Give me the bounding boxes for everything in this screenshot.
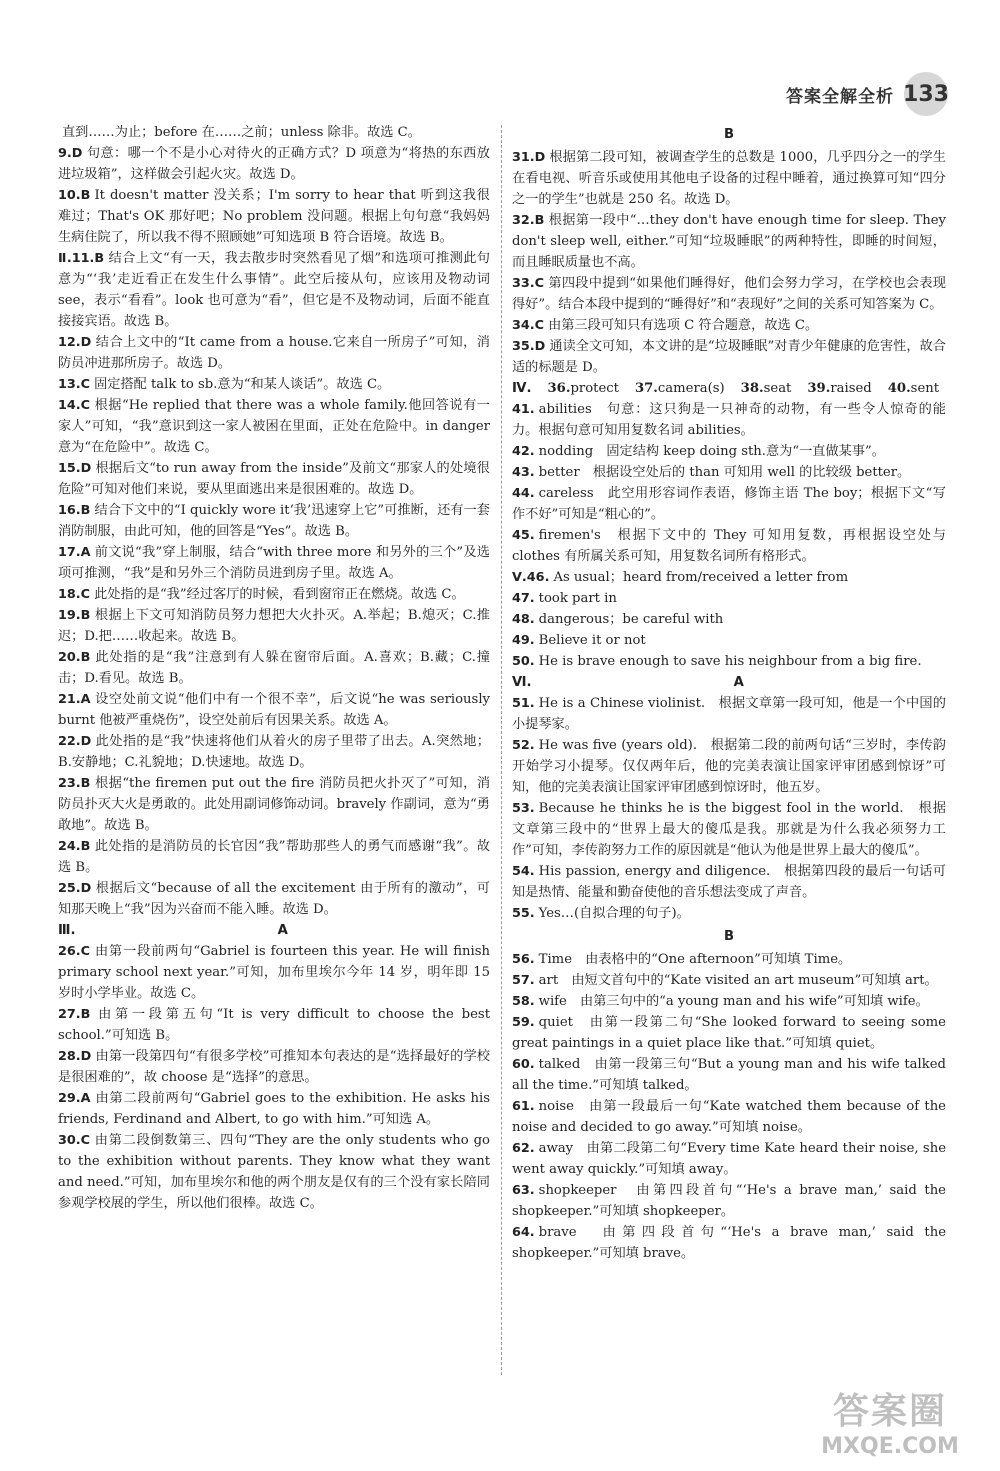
- question-number: 60.: [512, 1057, 535, 1072]
- question-number: 55.: [512, 906, 535, 921]
- question-number: 56.: [512, 952, 535, 967]
- answer-entry: [58, 332, 490, 374]
- answer-explanation: quiet 由第一段第二句“She looked forward to seeing some great paintings in a quiet place like that.”可知填 quiet。: [512, 1015, 946, 1051]
- answer-entry: [512, 1222, 946, 1264]
- answer-word: protect: [570, 381, 619, 396]
- answer-entry: [512, 315, 946, 336]
- page-header: [786, 72, 948, 116]
- question-number: 27.B: [58, 1007, 91, 1022]
- answer-entry: [512, 210, 946, 273]
- question-number: 21.A: [58, 692, 91, 707]
- answer-explanation: 根据“the firemen put out the fire 消防员把火扑灭了”可知，消防员扑灭大火是勇敢的。此处用副词修饰动词。bravely 作副词，意为“勇敢地”。故选 B。: [58, 776, 490, 833]
- question-number: 14.C: [58, 398, 91, 413]
- question-number: 38.: [740, 381, 764, 396]
- answer-explanation: 句意：哪一个不是小心对待火的正确方式？D 项意为“将热的东西放进垃圾箱”，这样做会引起火灾。故选 D。: [58, 146, 490, 182]
- section-numeral: Ⅵ.: [512, 675, 532, 690]
- answer-explanation: 此处指的是“我”经过客厅的时候，看到窗帘正在燃烧。故选 C。: [94, 587, 465, 602]
- answer-explanation: 由第二段倒数第三、四句“They are the only students who go to the exhibition without parents. They know what they want and need.”可知，加布里埃尔和他的两个朋友是仅有的三个没有家长陪同参观学校展的学生，所以他们很棒。故选 C。: [58, 1133, 490, 1211]
- answer-explanation: 第四段中提到“如果他们睡得好，他们会努力学习，在学校也会表现得好”。结合本段中提到的“睡得好”和“表现好”之间的关系可知答案为 C。: [512, 276, 946, 312]
- answer-entry: [58, 689, 490, 731]
- answer-explanation: As usual；heard from/received a letter from: [553, 570, 849, 585]
- answer-entry: [512, 949, 946, 970]
- question-number: 30.C: [58, 1133, 91, 1148]
- section-label: A: [733, 675, 744, 690]
- answer-explanation: Because he thinks he is the biggest fool in the world. 根据文章第三段中的“世界上最大的傻瓜是我。那就是为什么我必须努力工作”可知，李传韵努力工作的原因就是“他认为他是世界上最大的傻瓜”。: [512, 801, 946, 858]
- answer-entry: [512, 1138, 946, 1180]
- answer-explanation: brave 由第四段首句“‘He's a brave man,’ said the shopkeeper.”可知填 brave。: [512, 1225, 946, 1261]
- answer-entry: [512, 798, 946, 861]
- answer-entry: [512, 147, 946, 210]
- answer-word: camera(s): [657, 381, 725, 396]
- answer-entry: [58, 1130, 490, 1214]
- question-number: 29.A: [58, 1091, 91, 1106]
- answer-explanation: 设空处前文说“他们中有一个很不幸”，后文说“he was seriously burnt 他被严重烧伤”，设空处前后有因果关系。故选 A。: [58, 692, 490, 728]
- question-number: 26.C: [58, 944, 91, 959]
- answer-explanation: Time 由表格中的“One afternoon”可知填 Time。: [538, 952, 852, 967]
- answer-explanation: nodding 固定结构 keep doing sth.意为“一直做某事”。: [538, 444, 885, 459]
- answer-entry: [512, 609, 946, 630]
- question-number: 58.: [512, 994, 535, 1009]
- question-number: 52.: [512, 738, 535, 753]
- question-number: 39.: [807, 381, 831, 396]
- section-numeral: Ⅲ.: [58, 923, 76, 938]
- answer-entry: [58, 185, 490, 248]
- answer-entry: [512, 273, 946, 315]
- answer-entry: [512, 991, 946, 1012]
- answer-explanation: shopkeeper 由第四段首句“‘He's a brave man,’ said the shopkeeper.”可知填 shopkeeper。: [512, 1183, 946, 1219]
- question-number: 64.: [512, 1225, 535, 1240]
- question-number: 41.: [512, 402, 535, 417]
- question-number: 47.: [512, 591, 535, 606]
- question-number: 28.D: [58, 1049, 92, 1064]
- answer-entry: [512, 1096, 946, 1138]
- question-number: 18.C: [58, 587, 91, 602]
- question-number: 13.C: [58, 377, 91, 392]
- answer-explanation: wife 由第三句中的“a young man and his wife”可知填 wife。: [538, 994, 929, 1009]
- question-number: 10.B: [58, 188, 91, 203]
- answer-explanation: 根据后文“because of all the excitement 由于所有的激动”，可知那天晚上“我”因为兴奋而不能入睡。故选 D。: [58, 881, 490, 917]
- answer-entry: [58, 1088, 490, 1130]
- answer-entry: [512, 1180, 946, 1222]
- question-number: 34.C: [512, 318, 545, 333]
- answer-entry: [512, 399, 946, 441]
- answer-entry: [512, 525, 946, 567]
- answer-entry: [58, 500, 490, 542]
- column-divider: [501, 125, 502, 1375]
- answer-entry: [512, 630, 946, 651]
- answer-entry: [58, 773, 490, 836]
- answer-entry: [512, 970, 946, 991]
- section-vi-heading: [512, 672, 946, 693]
- answer-explanation: 根据“He replied that there was a whole family.他回答说有一家人”可知，“我”意识到这一家人被困在里面，正处在危险中。in danger 意为“在危险中”。故选 C。: [58, 398, 490, 455]
- answer-explanation: away 由第二段第二句“Every time Kate heard their noise, she went away quickly.”可知填 away。: [512, 1141, 946, 1177]
- answer-entry: [58, 1046, 490, 1088]
- question-number: 36.: [547, 381, 571, 396]
- question-number: 62.: [512, 1141, 535, 1156]
- section-label: A: [277, 923, 288, 938]
- answer-explanation: 此处指的是“我”注意到有人躲在窗帘后面。A.喜欢；B.藏；C.撞击；D.看见。故选 B。: [58, 650, 490, 686]
- answer-entry: [512, 441, 946, 462]
- question-number: 53.: [512, 801, 535, 816]
- question-number: 19.B: [58, 608, 91, 623]
- question-number: Ⅱ.11.B: [58, 251, 105, 266]
- answer-entry: [58, 248, 490, 332]
- question-number: 42.: [512, 444, 535, 459]
- answer-entry: [58, 647, 490, 689]
- answer-entry: [512, 1054, 946, 1096]
- answer-explanation: 由第二段前两句“Gabriel goes to the exhibition. He asks his friends, Ferdinand and Albert, to go with him.”可知选 A。: [58, 1091, 490, 1127]
- answer-explanation: 结合上文“有一天，我去散步时突然看见了烟”和选项可推测此句意为“‘我’走近看正在发生什么事情”。此空后接从句，应该用及物动词 see，表示“看看”。look 也可意为“看”，但它是不及物动词，后面不能直接接宾语。故选 B。: [58, 251, 490, 329]
- answer-entry: [512, 693, 946, 735]
- answer-explanation: noise 由第一段最后一句“Kate watched them because of the noise and decided to go away.”可知填 noise。: [512, 1099, 946, 1135]
- header-title: 答案全解全析: [786, 86, 894, 107]
- inline-answer: [807, 381, 871, 396]
- question-number: 35.D: [512, 339, 546, 354]
- answer-word: seat: [763, 381, 792, 396]
- answer-explanation: He is brave enough to save his neighbour from a big fire.: [538, 654, 922, 669]
- answer-explanation: 固定搭配 talk to sb.意为“和某人谈话”。故选 C。: [94, 377, 391, 392]
- question-number: 24.B: [58, 839, 91, 854]
- question-number: 37.: [634, 381, 658, 396]
- answer-explanation: Yes…(自拟合理的句子)。: [538, 906, 690, 921]
- section-b-heading: B: [723, 127, 735, 142]
- answer-entry: [58, 395, 490, 458]
- answer-entry: [512, 336, 946, 378]
- question-number: 44.: [512, 486, 535, 501]
- answer-entry: [512, 462, 946, 483]
- answer-explanation: His passion, energy and diligence. 根据第四段的最后一句话可知是热情、能量和勤奋使他的音乐想法变成了声音。: [512, 864, 946, 900]
- answer-entry: [512, 651, 946, 672]
- answer-explanation: 结合下文中的“I quickly wore it‘我’迅速穿上它”可推断，还有一套消防制服，由此可知，他的回答是“Yes”。故选 B。: [58, 503, 490, 539]
- section-iv-answers: [512, 378, 946, 399]
- answer-explanation: 结合上文中的“It came from a house.它来自一所房子”可知，消防员冲进那所房子。故选 D。: [58, 335, 490, 371]
- answer-explanation: 直到……为止；before 在……之前；unless 除非。故选 C。: [62, 125, 421, 140]
- right-column: [512, 122, 946, 1264]
- answer-entry: [58, 1004, 490, 1046]
- page-number-badge: 133: [904, 72, 948, 116]
- question-number: 16.B: [58, 503, 91, 518]
- answer-entry: [58, 143, 490, 185]
- section-iii-heading: [58, 920, 490, 941]
- question-number: 31.D: [512, 150, 546, 165]
- answer-explanation: 由第一段前两句“Gabriel is fourteen this year. He will finish primary school next year.”可知，加布里埃尔今年 14 岁，明年即 15 岁时小学毕业。故选 C。: [58, 944, 490, 1001]
- question-number: 9.D: [58, 146, 83, 161]
- question-number: 48.: [512, 612, 535, 627]
- question-number: 20.B: [58, 650, 91, 665]
- answer-entry: [512, 1012, 946, 1054]
- answer-explanation: 根据第二段可知，被调查学生的总数是 1000，几乎四分之一的学生在看电视、听音乐或使用其他电子设备的过程中睡着，通过换算可知“四分之一的学生”也就是 250 名。故选 D。: [512, 150, 946, 207]
- answer-explanation: 根据第一段中“…they don't have enough time for sleep. They don't sleep well, either.”可知“垃圾睡眠”的两种特性，即睡的时间短，而且睡眠质量也不高。: [512, 213, 946, 270]
- answer-explanation: 由第一段第五句“It is very difficult to choose the best school.”可知选 B。: [58, 1007, 490, 1043]
- answer-word: raised: [830, 381, 872, 396]
- answer-explanation: abilities 句意：这只狗是一只神奇的动物，有一些令人惊奇的能力。根据句意可知用复数名词 abilities。: [512, 402, 946, 438]
- question-number: 32.B: [512, 213, 545, 228]
- answer-explanation: 由第一段第四句“有很多学校”可推知本句表达的是“选择最好的学校是很困难的”，故 choose 是“选择”的意思。: [58, 1049, 490, 1085]
- answer-explanation: 根据后文“to run away from the inside”及前文“那家人的处境很危险”可知对他们来说，要从里面逃出来是很困难的。故选 D。: [58, 461, 490, 497]
- answer-entry: [58, 374, 490, 395]
- answer-explanation: art 由短文首句中的“Kate visited an art museum”可知填 art。: [538, 973, 938, 988]
- answer-explanation: He was five (years old). 根据第二段的前两句话“三岁时，李传韵开始学习小提琴。仅仅两年后，他的完美表演让国家评审团感到惊讶”可知，他的完美表演让国家评审团感到惊讶时，他五岁。: [512, 738, 946, 795]
- question-number: 63.: [512, 1183, 535, 1198]
- question-number: 17.A: [58, 545, 91, 560]
- answer-entry: [58, 731, 490, 773]
- question-number: 33.C: [512, 276, 545, 291]
- answer-explanation: Believe it or not: [538, 633, 646, 648]
- question-number: 25.D: [58, 881, 92, 896]
- question-number: 51.: [512, 696, 535, 711]
- answer-explanation: talked 由第一段第三句“But a young man and his wife talked all the time.”可知填 talked。: [512, 1057, 946, 1093]
- answer-explanation: took part in: [538, 591, 617, 606]
- answer-entry: [58, 878, 490, 920]
- question-number: 54.: [512, 864, 535, 879]
- answer-entry: [512, 861, 946, 903]
- question-number: 40.: [887, 381, 911, 396]
- question-number: 45.: [512, 528, 535, 543]
- answer-entry: [58, 605, 490, 647]
- answer-word: sent: [910, 381, 940, 396]
- answer-entry: [58, 836, 490, 878]
- answer-explanation: better 根据设空处后的 than 可知用 well 的比较级 better。: [538, 465, 911, 480]
- answer-explanation: 由第三段可知只有选项 C 符合题意，故选 C。: [548, 318, 819, 333]
- answer-entry: [512, 483, 946, 525]
- answer-entry: [58, 941, 490, 1004]
- question-number: 50.: [512, 654, 535, 669]
- answer-explanation: dangerous；be careful with: [538, 612, 724, 627]
- left-column: [58, 122, 490, 1214]
- question-number: 43.: [512, 465, 535, 480]
- inline-answer: [741, 381, 792, 396]
- answer-explanation: 根据上下文可知消防员努力想把大火扑灭。A.举起；B.熄灭；C.推迟；D.把……收起来。故选 B。: [58, 608, 490, 644]
- answer-explanation: 通读全文可知，本文讲的是“垃圾睡眠”对青少年健康的危害性，故合适的标题是 D。: [512, 339, 946, 375]
- answer-entry: [512, 588, 946, 609]
- watermark-logo-text: 答案圈: [832, 1391, 947, 1432]
- answer-entry: [512, 567, 946, 588]
- answer-entry: [512, 903, 946, 924]
- question-number: 61.: [512, 1099, 535, 1114]
- answer-explanation: It doesn't matter 没关系；I'm sorry to hear that 听到这我很难过；That's OK 那好吧；No problem 没问题。根据上句句意“我妈妈生病住院了，所以我不得不照顾她”可知选项 B 符合语境。故选 B。: [58, 188, 490, 245]
- answer-explanation: He is a Chinese violinist. 根据文章第一段可知，他是一个中国的小提琴家。: [512, 696, 946, 732]
- question-number: 22.D: [58, 734, 92, 749]
- question-number: 23.B: [58, 776, 91, 791]
- question-number: 59.: [512, 1015, 535, 1030]
- question-number: Ⅴ.46.: [512, 570, 550, 585]
- watermark-url: MXQE.COM: [821, 1434, 959, 1459]
- answer-entry: [58, 122, 490, 143]
- answer-entry: [58, 542, 490, 584]
- inline-answer: [548, 381, 619, 396]
- watermark-logo: [800, 1383, 980, 1459]
- inline-answer: [635, 381, 725, 396]
- answer-explanation: 前文说“我”穿上制服，结合“with three more 和另外的三个”及选项可推测，“我”是和另外三个消防员进到房子里。故选 A。: [58, 545, 490, 581]
- answer-entry: [58, 584, 490, 605]
- answer-explanation: 此处指的是消防员的长官因“我”帮助那些人的勇气而感谢“我”。故选 B。: [58, 839, 490, 875]
- inline-answer: [888, 381, 939, 396]
- answer-explanation: careless 此空用形容词作表语，修饰主语 The boy；根据下文“写作不好”可知是“粗心的”。: [512, 486, 946, 522]
- question-number: 15.D: [58, 461, 92, 476]
- answer-explanation: 此处指的是“我”快速将他们从着火的房子里带了出去。A.突然地；B.安静地；C.礼貌地；D.快速地。故选 D。: [58, 734, 490, 770]
- answer-entry: [58, 458, 490, 500]
- answer-entry: [512, 735, 946, 798]
- question-number: 12.D: [58, 335, 92, 350]
- section-numeral: Ⅳ.: [512, 381, 532, 396]
- answer-explanation: firemen's 根据下文中的 They 可知用复数，再根据设空处与 clothes 有所属关系可知，用复数名词所有格形式。: [512, 528, 946, 564]
- question-number: 57.: [512, 973, 535, 988]
- section-b2-heading: B: [723, 929, 735, 944]
- question-number: 49.: [512, 633, 535, 648]
